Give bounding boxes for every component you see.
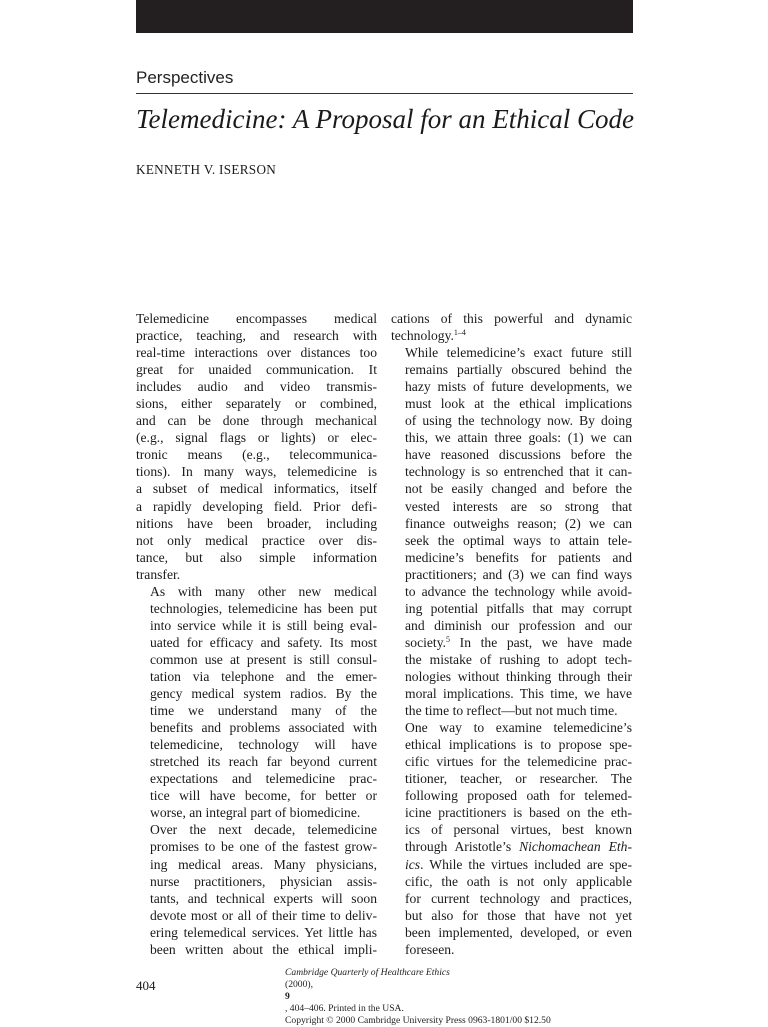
text-line: expectations and telemedicine prac- <box>150 771 377 787</box>
text-line: icine practitioners is based on the eth- <box>405 805 632 821</box>
text-line: have reasoned discussions before the <box>405 447 632 463</box>
text-line: ics of personal virtues, best known <box>405 822 632 838</box>
text-line: uated for efficacy and safety. Its most <box>150 634 377 650</box>
paragraph <box>136 310 377 583</box>
text-line: transfer. <box>136 566 181 582</box>
header-bar <box>136 0 633 33</box>
text-line: been written about the ethical impli- <box>150 941 377 957</box>
text-line: moral implications. This time, we have <box>405 686 632 702</box>
text-line: great for unaided communication. It <box>136 362 377 378</box>
text-line: tronic means (e.g., telecommunica- <box>136 447 377 463</box>
text-line: but also for those that have not yet <box>405 907 632 923</box>
text-line: vested interests are so strong that <box>405 498 632 514</box>
page-number: 404 <box>136 978 156 993</box>
right-column <box>391 310 632 958</box>
reference-superscript: 1–4 <box>453 328 466 338</box>
text-line: to advance the technology while avoid- <box>405 583 632 599</box>
text-line: ing potential pitfalls that may corrupt <box>405 600 632 616</box>
text-line: promises to be one of the fastest grow- <box>150 839 377 855</box>
text-line: foreseen. <box>405 941 455 957</box>
text-line: While telemedicine’s exact future still <box>405 345 632 361</box>
text-line: not be easily changed and before the <box>405 481 632 497</box>
paragraph <box>391 719 632 958</box>
text-line: and can be done through mechanical <box>136 413 377 429</box>
text-line: remains partially obscured behind the <box>405 362 632 378</box>
text-line: benefits and problems associated with <box>150 720 377 736</box>
text-line: the time to reflect—but not much time. <box>405 703 618 719</box>
journal-name: Cambridge Quarterly of Healthcare Ethics <box>285 967 450 978</box>
text-line: cific virtues for the telemedicine prac- <box>405 754 632 770</box>
text-line: cations of this powerful and dynamic <box>391 311 632 326</box>
text-line: sions, either separately or combined, <box>136 396 377 412</box>
text-line: and diminish our profession and our <box>405 617 632 633</box>
text-run: In the past, we have made <box>450 634 632 650</box>
section-label: Perspectives <box>136 68 234 87</box>
text-run: technology. <box>391 328 454 344</box>
text-run: . While the virtues included are spe- <box>420 856 632 872</box>
text-line: finance outweighs reason; (2) we can <box>405 515 632 531</box>
text-line: worse, an integral part of biomedicine. <box>150 805 361 821</box>
paragraph <box>136 583 377 822</box>
text-line: (e.g., signal flags or lights) or elec- <box>136 430 377 446</box>
citation-pages: , 404–406. Printed in the USA. <box>285 1003 404 1014</box>
text-line: gency medical system radios. By the <box>150 686 377 702</box>
text-line: hazy mists of future developments, we <box>405 379 632 395</box>
text-line: telemedicine, technology will have <box>150 737 377 753</box>
text-run-italic: Nichomachean Eth- <box>519 839 632 855</box>
text-line <box>391 327 632 344</box>
text-line: nitions have been broader, including <box>136 515 377 531</box>
text-line: tance, but also simple information <box>136 549 377 565</box>
text-line: Over the next decade, telemedicine <box>150 822 377 838</box>
text-line: ing medical areas. Many physicians, <box>150 856 377 872</box>
text-line: tice will have become, for better or <box>150 788 377 804</box>
text-run: society. <box>405 634 447 650</box>
text-line: of using the technology now. By doing <box>405 413 632 429</box>
text-line: common use at present is still consul- <box>150 651 377 667</box>
text-line: titioner, teacher, or researcher. The <box>405 771 632 787</box>
text-line: ethical implications is to propose spe- <box>405 737 632 753</box>
citation-line <box>285 967 635 1015</box>
text-line: a subset of medical informatics, itself <box>136 481 377 497</box>
text-line: time we understand many of the <box>150 703 377 719</box>
text-line: tions). In many ways, telemedicine is <box>136 464 377 480</box>
author-name: KENNETH V. ISERSON <box>136 162 277 177</box>
text-line: practice, teaching, and research with <box>136 328 377 344</box>
left-column <box>136 310 377 958</box>
paragraph <box>391 310 632 344</box>
text-line: devote most or all of their time to deliv- <box>150 907 377 923</box>
text-line: nologies without thinking through their <box>405 668 632 684</box>
text-line: must look at the ethical implications <box>405 396 632 412</box>
article-title: Telemedicine: A Proposal for an Ethical Code <box>136 104 634 134</box>
text-line: medicine’s benefits for patients and <box>405 549 632 565</box>
text-line: stretched its reach far beyond current <box>150 754 377 770</box>
text-line: technology is so entrenched that it can- <box>405 464 632 480</box>
text-line: been implemented, developed, or even <box>405 924 632 940</box>
text-line: following proposed oath for telemed- <box>405 788 632 804</box>
text-line: not only medical practice over dis- <box>136 532 377 548</box>
paragraph <box>391 344 632 719</box>
text-line: this, we attain three goals: (1) we can <box>405 430 632 446</box>
text-run-italic: ics <box>405 856 421 872</box>
text-line <box>391 634 632 651</box>
header-rule <box>136 93 633 94</box>
text-line: One way to examine telemedicine’s <box>405 720 632 736</box>
copyright-line: Copyright © 2000 Cambridge University Press 0963-1801/00 $12.50 <box>285 1015 551 1026</box>
text-line: practitioners; and (3) we can find ways <box>405 566 632 582</box>
text-line: cific, the oath is not only applicable <box>405 873 632 889</box>
text-line: into service while it is still being eval- <box>150 617 377 633</box>
text-line <box>391 838 632 855</box>
text-line: Telemedicine encompasses medical <box>136 311 377 326</box>
text-line: ering telemedical services. Yet little has <box>150 924 377 940</box>
text-line <box>391 856 632 873</box>
paragraph <box>136 821 377 957</box>
text-line: As with many other new medical <box>150 583 377 599</box>
text-line: nurse practitioners, physician assis- <box>150 873 377 889</box>
text-line: a rapidly developing field. Prior defi- <box>136 498 377 514</box>
text-run: through Aristotle’s <box>405 839 520 855</box>
text-line: includes audio and video transmis- <box>136 379 377 395</box>
text-line: for current technology and practices, <box>405 890 632 906</box>
reference-superscript: 5 <box>446 634 451 644</box>
text-line: tation via telephone and the emer- <box>150 668 377 684</box>
text-line: seek the optimal ways to attain tele- <box>405 532 632 548</box>
text-line: the mistake of rushing to adopt tech- <box>405 651 632 667</box>
text-line: technologies, telemedicine has been put <box>150 600 377 616</box>
text-line: tants, and technical experts will soon <box>150 890 377 906</box>
citation-year: (2000), <box>285 979 313 990</box>
citation-footer <box>285 967 635 1027</box>
text-line: real-time interactions over distances too <box>136 345 377 361</box>
volume-number: 9 <box>285 991 290 1002</box>
